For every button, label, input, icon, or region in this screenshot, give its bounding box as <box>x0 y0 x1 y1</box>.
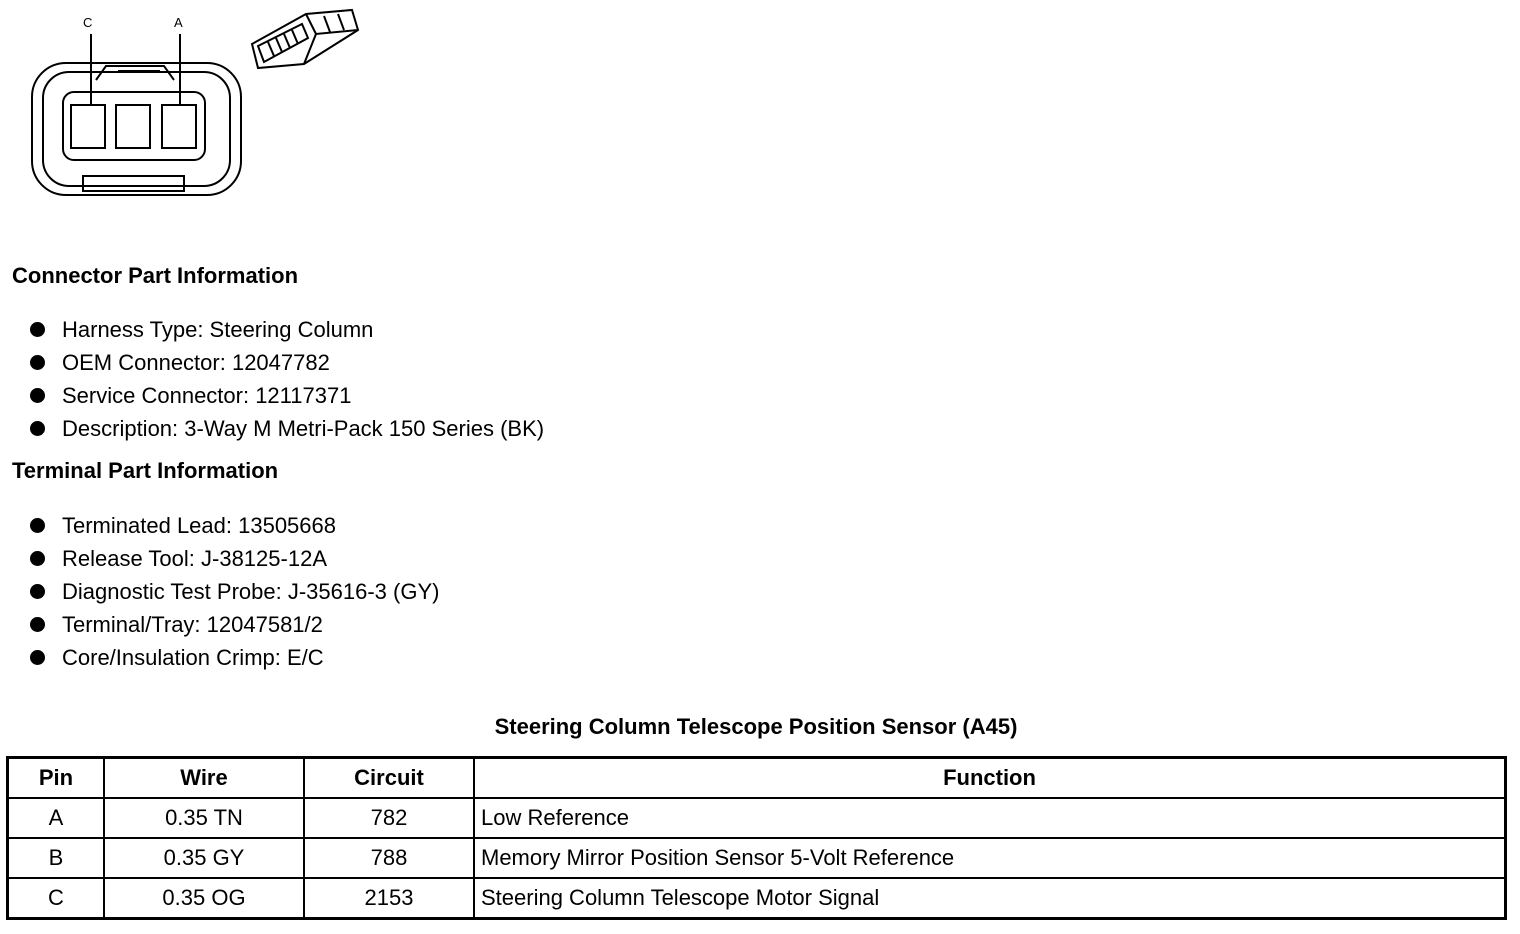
header-circuit: Circuit <box>304 758 474 799</box>
list-item-text: Description: 3-Way M Metri-Pack 150 Series (BK) <box>62 416 545 441</box>
cell-function: Low Reference <box>474 798 1506 838</box>
bullet-icon <box>30 518 45 533</box>
list-item <box>26 313 544 346</box>
header-function: Function <box>474 758 1506 799</box>
table-row <box>8 838 1506 878</box>
bullet-icon <box>30 650 45 665</box>
bullet-icon <box>30 584 45 599</box>
table-caption: Steering Column Telescope Position Sensor (A45) <box>494 714 1018 739</box>
list-item-text: Terminal/Tray: 12047581/2 <box>62 612 323 637</box>
cell-wire: 0.35 OG <box>104 878 304 919</box>
header-wire: Wire <box>104 758 304 799</box>
connector-info-list <box>26 313 544 445</box>
pin-label-c: C <box>83 15 93 30</box>
terminal-info-list <box>26 509 439 674</box>
cell-function: Memory Mirror Position Sensor 5-Volt Reference <box>474 838 1506 878</box>
bullet-icon <box>30 388 45 403</box>
list-item-text: Core/Insulation Crimp: E/C <box>62 645 324 670</box>
cell-pin: B <box>8 838 105 878</box>
connector-info-heading: Connector Part Information <box>12 263 299 288</box>
pin-label-a: A <box>174 15 183 30</box>
table-header-row <box>8 758 1506 799</box>
list-item-text: Terminated Lead: 13505668 <box>62 513 336 538</box>
cell-wire: 0.35 TN <box>104 798 304 838</box>
list-item <box>26 542 439 575</box>
list-item-text: Diagnostic Test Probe: J-35616-3 (GY) <box>62 579 440 604</box>
cell-wire: 0.35 GY <box>104 838 304 878</box>
cell-circuit: 788 <box>304 838 474 878</box>
bullet-icon <box>30 421 45 436</box>
cell-pin: C <box>8 878 105 919</box>
table-row <box>8 878 1506 919</box>
list-item-text: Service Connector: 12117371 <box>62 383 352 408</box>
list-item <box>26 412 544 445</box>
list-item-text: Release Tool: J-38125-12A <box>62 546 327 571</box>
pinout-table <box>6 756 1507 920</box>
list-item <box>26 575 439 608</box>
list-item-text: OEM Connector: 12047782 <box>62 350 330 375</box>
list-item <box>26 509 439 542</box>
table-row <box>8 798 1506 838</box>
list-item-text: Harness Type: Steering Column <box>62 317 374 342</box>
list-item <box>26 346 544 379</box>
connector-isometric-icon <box>244 2 364 84</box>
terminal-info-heading: Terminal Part Information <box>12 458 279 483</box>
bullet-icon <box>30 551 45 566</box>
cell-pin: A <box>8 798 105 838</box>
cell-function: Steering Column Telescope Motor Signal <box>474 878 1506 919</box>
list-item <box>26 379 544 412</box>
cell-circuit: 2153 <box>304 878 474 919</box>
header-pin: Pin <box>8 758 105 799</box>
list-item <box>26 608 439 641</box>
bullet-icon <box>30 322 45 337</box>
cell-circuit: 782 <box>304 798 474 838</box>
list-item <box>26 641 439 674</box>
bullet-icon <box>30 355 45 370</box>
bullet-icon <box>30 617 45 632</box>
